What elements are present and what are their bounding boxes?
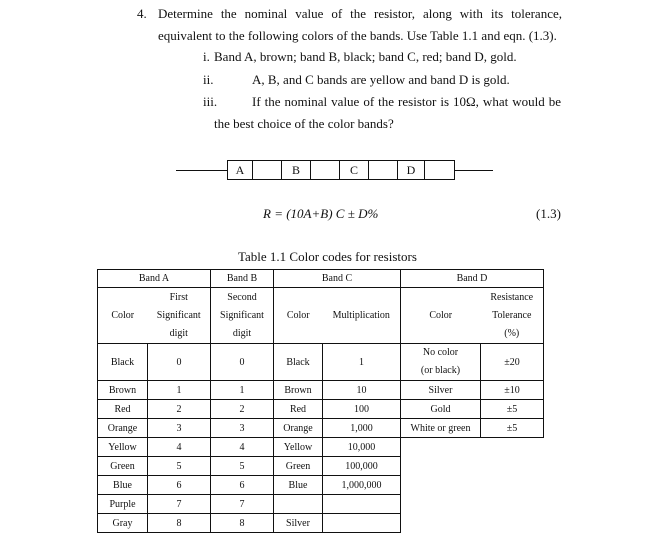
cell-b-digit: 3 <box>211 419 274 438</box>
subheader-b-digit: Second Significant digit <box>211 288 274 344</box>
subheader-a-digit: First Significant digit <box>148 288 211 344</box>
cell-b-digit: 1 <box>211 381 274 400</box>
cell-d-tol: ±20 <box>481 344 544 381</box>
subheader-a-color: Color <box>98 288 148 344</box>
cell-c-color <box>274 495 323 514</box>
equation-number: (1.3) <box>536 206 561 221</box>
resistor-lead-right <box>455 170 493 171</box>
item-3-continuation: the best choice of the color bands? <box>214 116 394 131</box>
cell-a-digit: 1 <box>148 381 211 400</box>
cell-c-color: Orange <box>274 419 323 438</box>
cell-d-tol: ±5 <box>481 419 544 438</box>
cell-c-color: Blue <box>274 476 323 495</box>
cell-c-mult: 100 <box>323 400 401 419</box>
band-c-label: C <box>339 160 369 180</box>
question-line-1: Determine the nominal value of the resistor, along with its tolerance, <box>158 6 562 21</box>
empty-area <box>401 438 544 533</box>
cell-a-color: Blue <box>98 476 148 495</box>
question-number: 4. <box>137 6 147 21</box>
cell-c-color: Silver <box>274 514 323 533</box>
subheader-d-tol: Resistance Tolerance (%) <box>481 288 544 344</box>
item-1-marker: i. <box>203 49 210 64</box>
table-row <box>98 438 544 457</box>
cell-c-mult <box>323 495 401 514</box>
cell-c-mult <box>323 514 401 533</box>
table-row <box>98 400 544 419</box>
header-band-a: Band A <box>98 270 211 288</box>
cell-d-color: White or green <box>401 419 481 438</box>
cell-a-digit: 5 <box>148 457 211 476</box>
item-2-text: A, B, and C bands are yellow and band D is gold. <box>252 72 510 87</box>
cell-a-digit: 3 <box>148 419 211 438</box>
item-3-marker: iii. <box>203 94 218 109</box>
cell-a-color: Yellow <box>98 438 148 457</box>
item-2-marker: ii. <box>203 72 214 87</box>
item-3-text: If the nominal value of the resistor is 10Ω, what would be <box>252 94 561 109</box>
band-b-label: B <box>281 160 311 180</box>
cell-c-color: Brown <box>274 381 323 400</box>
resistor-lead-left <box>176 170 228 171</box>
cell-a-color: Green <box>98 457 148 476</box>
cell-d-tol: ±5 <box>481 400 544 419</box>
band-d-label: D <box>397 160 425 180</box>
cell-c-mult: 10,000 <box>323 438 401 457</box>
cell-c-color: Green <box>274 457 323 476</box>
cell-c-mult: 10 <box>323 381 401 400</box>
equation: R = (10A+B) C ± D% <box>263 206 379 221</box>
color-code-table <box>97 269 544 533</box>
cell-a-color: Red <box>98 400 148 419</box>
cell-c-color: Black <box>274 344 323 381</box>
cell-c-color: Yellow <box>274 438 323 457</box>
cell-a-digit: 7 <box>148 495 211 514</box>
table-row <box>98 381 544 400</box>
cell-c-color: Red <box>274 400 323 419</box>
cell-a-color: Black <box>98 344 148 381</box>
cell-a-digit: 4 <box>148 438 211 457</box>
table-row <box>98 419 544 438</box>
subheader-d-color: Color <box>401 288 481 344</box>
cell-a-color: Brown <box>98 381 148 400</box>
cell-b-digit: 8 <box>211 514 274 533</box>
cell-c-mult: 1,000 <box>323 419 401 438</box>
table-caption: Table 1.1 Color codes for resistors <box>238 249 417 264</box>
header-band-b: Band B <box>211 270 274 288</box>
cell-a-color: Gray <box>98 514 148 533</box>
cell-b-digit: 4 <box>211 438 274 457</box>
cell-d-color: No color (or black) <box>401 344 481 381</box>
subheader-c-mult: Multiplication <box>323 288 401 344</box>
cell-a-digit: 6 <box>148 476 211 495</box>
subheader-c-color: Color <box>274 288 323 344</box>
cell-c-mult: 100,000 <box>323 457 401 476</box>
cell-b-digit: 0 <box>211 344 274 381</box>
cell-b-digit: 5 <box>211 457 274 476</box>
header-band-c: Band C <box>274 270 401 288</box>
cell-a-color: Orange <box>98 419 148 438</box>
cell-a-digit: 8 <box>148 514 211 533</box>
cell-c-mult: 1 <box>323 344 401 381</box>
cell-a-color: Purple <box>98 495 148 514</box>
band-a-label: A <box>227 160 253 180</box>
cell-b-digit: 6 <box>211 476 274 495</box>
cell-b-digit: 2 <box>211 400 274 419</box>
cell-a-digit: 0 <box>148 344 211 381</box>
cell-c-mult: 1,000,000 <box>323 476 401 495</box>
header-band-d: Band D <box>401 270 544 288</box>
cell-d-tol: ±10 <box>481 381 544 400</box>
cell-b-digit: 7 <box>211 495 274 514</box>
item-1-text: Band A, brown; band B, black; band C, red; band D, gold. <box>214 49 517 64</box>
cell-d-color: Silver <box>401 381 481 400</box>
question-line-2: equivalent to the following colors of the bands. Use Table 1.1 and eqn. (1.3). <box>158 28 557 43</box>
table-row <box>98 344 544 381</box>
cell-a-digit: 2 <box>148 400 211 419</box>
cell-d-color: Gold <box>401 400 481 419</box>
